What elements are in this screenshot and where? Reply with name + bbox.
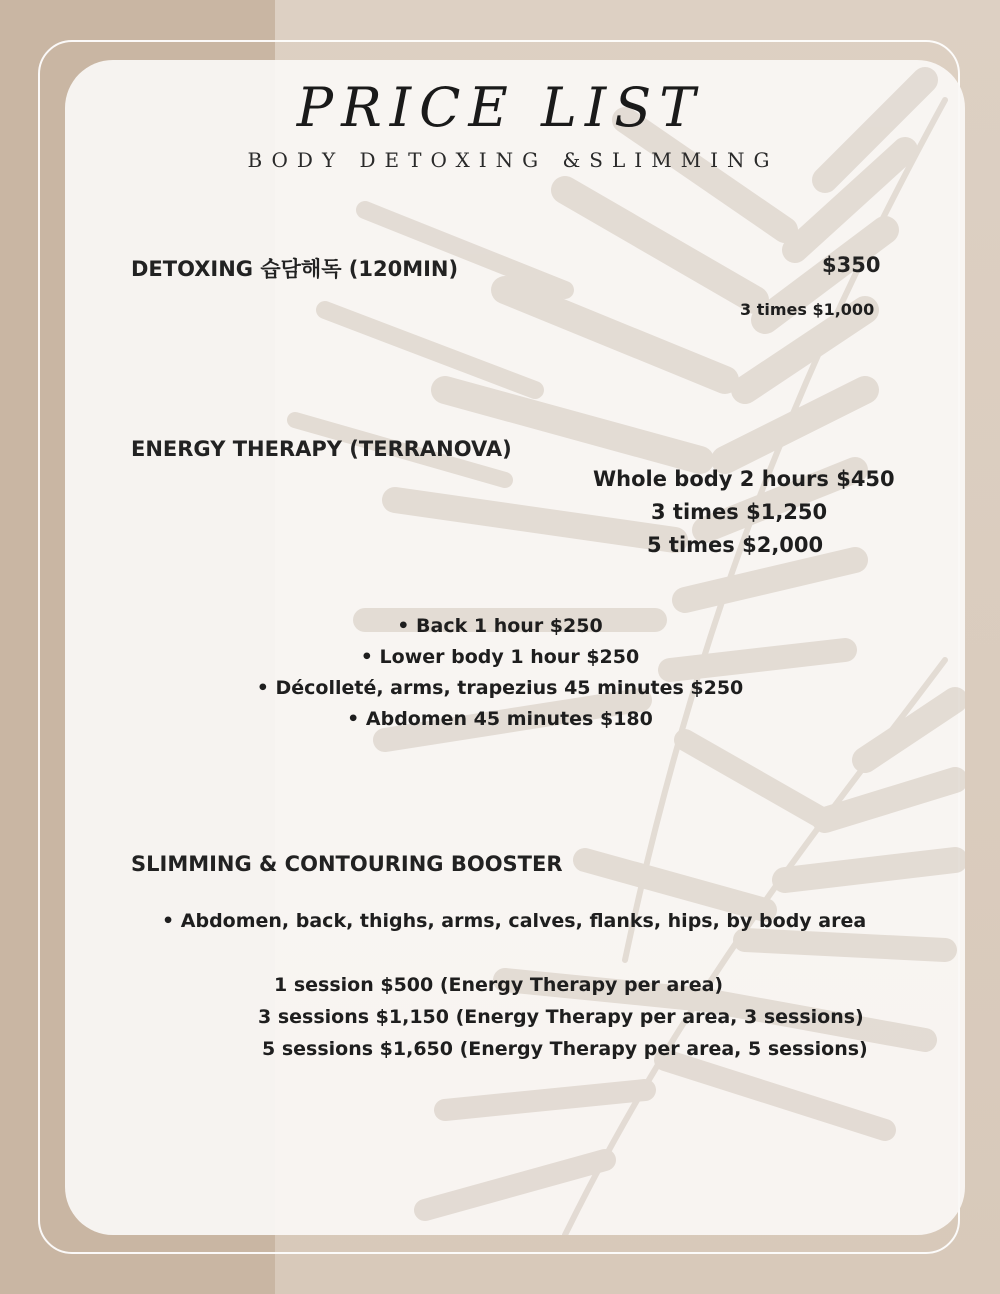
slimming-body-areas: • Abdomen, back, thighs, arms, calves, flanks, hips, by body area xyxy=(162,910,867,932)
detoxing-package-price: 3 times $1,000 xyxy=(740,300,875,319)
detoxing-price: $350 xyxy=(822,253,881,277)
slimming-session-price: 1 session $500 (Energy Therapy per area) xyxy=(274,974,724,996)
page-subtitle: BODY DETOXING &SLIMMING xyxy=(247,148,779,172)
energy-therapy-five-times-price: 5 times $2,000 xyxy=(647,533,824,557)
slimming-session-price: 3 sessions $1,150 (Energy Therapy per area, 3 sessions) xyxy=(258,1006,864,1028)
energy-area-item: • Abdomen 45 minutes $180 xyxy=(347,708,653,730)
detoxing-heading: DETOXING 습담해독 (120MIN) xyxy=(131,257,459,281)
energy-area-item: • Back 1 hour $250 xyxy=(397,615,603,637)
page-title: PRICE LIST xyxy=(296,76,704,139)
slimming-session-price: 5 sessions $1,650 (Energy Therapy per area, 5 sessions) xyxy=(262,1038,868,1060)
energy-area-item: • Décolleté, arms, trapezius 45 minutes $250 xyxy=(256,677,744,699)
energy-therapy-three-times-price: 3 times $1,250 xyxy=(651,500,828,524)
energy-area-item: • Lower body 1 hour $250 xyxy=(360,646,640,668)
slimming-heading: SLIMMING & CONTOURING BOOSTER xyxy=(131,852,563,876)
energy-therapy-heading: ENERGY THERAPY (TERRANOVA) xyxy=(131,437,512,461)
energy-therapy-whole-body-price: Whole body 2 hours $450 xyxy=(593,467,895,491)
